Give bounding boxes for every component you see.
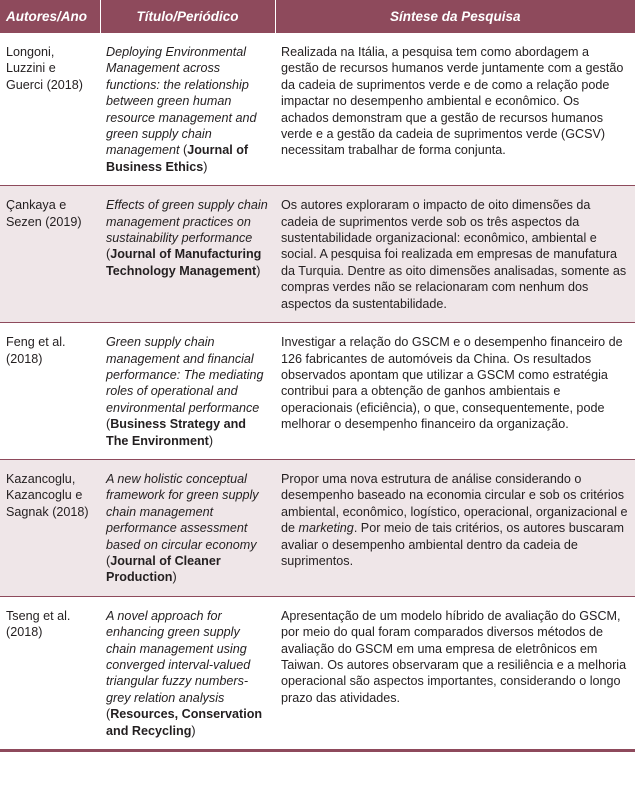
close-paren: ): [203, 159, 208, 174]
table-row: [0, 596, 635, 750]
journal-text: Journal of Business Ethics: [106, 143, 249, 174]
authors-cell: Feng et al. (2018): [0, 323, 100, 460]
table-body: [0, 33, 635, 751]
title-journal-cell: [100, 596, 275, 750]
summary-cell: Realizada na Itália, a pesquisa tem como abordagem a gestão de recursos humanos verde juntamente com a gestão da cadeia de suprimentos verde e de como a relação pode impactar no desempenho ambiental e econômico. Os achados demonstram que a gestão de recursos humanos verde e a gestão da cadeia de suprimentos verde (GCSV) necessitam trabalhar de forma conjunta.: [275, 33, 635, 186]
journal-text: Journal of Manufacturing Technology Management: [106, 247, 262, 278]
summary-text: Propor uma nova estrutura de análise considerando o desempenho baseado na economia circular e sob os critérios ambiental, econômico, logístico, operacional, organizacional e de: [281, 471, 628, 536]
close-paren: ): [256, 263, 261, 278]
title-text: A novel approach for enhancing green supply chain management using converged interval-valued triangular fuzzy numbers-grey relation analysis: [106, 608, 251, 705]
open-paren: (: [106, 417, 111, 432]
journal-text: Business Strategy and The Environment: [106, 417, 246, 448]
title-text: Effects of green supply chain management practices on sustainability performance: [106, 198, 268, 246]
summary-text-end: . Por meio de tais critérios, os autores buscaram avaliar o desempenho ambiental dentro da cadeia de suprimentos.: [281, 521, 624, 568]
title-text: A new holistic conceptual framework for green supply chain management performance assessment based on circular economy: [106, 471, 259, 552]
open-paren: (: [106, 553, 111, 568]
title-journal-cell: [100, 33, 275, 186]
header-row: [0, 0, 635, 33]
summary-cell: Investigar a relação do GSCM e o desempenho financeiro de 126 fabricantes de automóveis da China. Os resultados observados apontam que utilizar a GSCM como estratégia contribui para a obtenção de ganhos ambientais e operacionais (eficiência), o que, consequentemente, pode melhorar o desempenho financeiro da organização.: [275, 323, 635, 460]
title-journal-cell: [100, 323, 275, 460]
close-paren: ): [191, 723, 196, 738]
header-research-summary: Síntese da Pesquisa: [275, 0, 635, 33]
header-authors-year: Autores/Ano: [0, 0, 100, 33]
title-text: Deploying Environmental Management across functions: the relationship between green human resource management and green supply chain management: [106, 45, 257, 158]
journal-text: Resources, Conservation and Recycling: [106, 707, 263, 738]
close-paren: ): [172, 570, 177, 585]
open-paren: (: [179, 143, 188, 158]
summary-cell: Os autores exploraram o impacto de oito dimensões da cadeia de suprimentos verde sob os três aspectos da sustentabilidade organizacional: econômico, ambiental e social. A pesquisa foi realizada em empresas de manufatura da Turquia. Dentre as oito dimensões analisadas, somente as compras verdes não se relacionaram com nenhum dos aspectos da sustentabilidade.: [275, 186, 635, 323]
summary-cell: Apresentação de um modelo híbrido de avaliação do GSCM, por meio do qual foram comparados diversos métodos de avaliação do GSCM em uma empresa de eletrônicos em Taiwan. Os autores observaram que a resiliência e a melhoria operacional são aspectos importantes, considerando o longo prazo das atividades.: [275, 596, 635, 750]
title-journal-cell: [100, 186, 275, 323]
close-paren: ): [208, 433, 214, 448]
summary-italic-term: marketing: [298, 521, 354, 536]
journal-text: Journal of Cleaner Production: [106, 553, 221, 585]
table-row: [0, 186, 635, 323]
authors-cell: Çankaya e Sezen (2019): [0, 186, 100, 323]
table-row: [0, 459, 635, 596]
table-row: [0, 323, 635, 460]
authors-cell: Longoni, Luzzini e Guerci (2018): [0, 33, 100, 186]
authors-cell: Kazancoglu, Kazancoglu e Sagnak (2018): [0, 459, 100, 596]
table-row: [0, 33, 635, 186]
title-journal-cell: [100, 459, 275, 596]
summary-cell: [275, 459, 635, 596]
open-paren: (: [106, 247, 111, 262]
title-text: Green supply chain management and financial performance: The mediating roles of operational and environmental performance: [106, 335, 264, 415]
table-header: [0, 0, 635, 33]
header-title-journal: Título/Periódico: [100, 0, 275, 33]
authors-cell: Tseng et al. (2018): [0, 596, 100, 750]
open-paren: (: [106, 707, 111, 722]
